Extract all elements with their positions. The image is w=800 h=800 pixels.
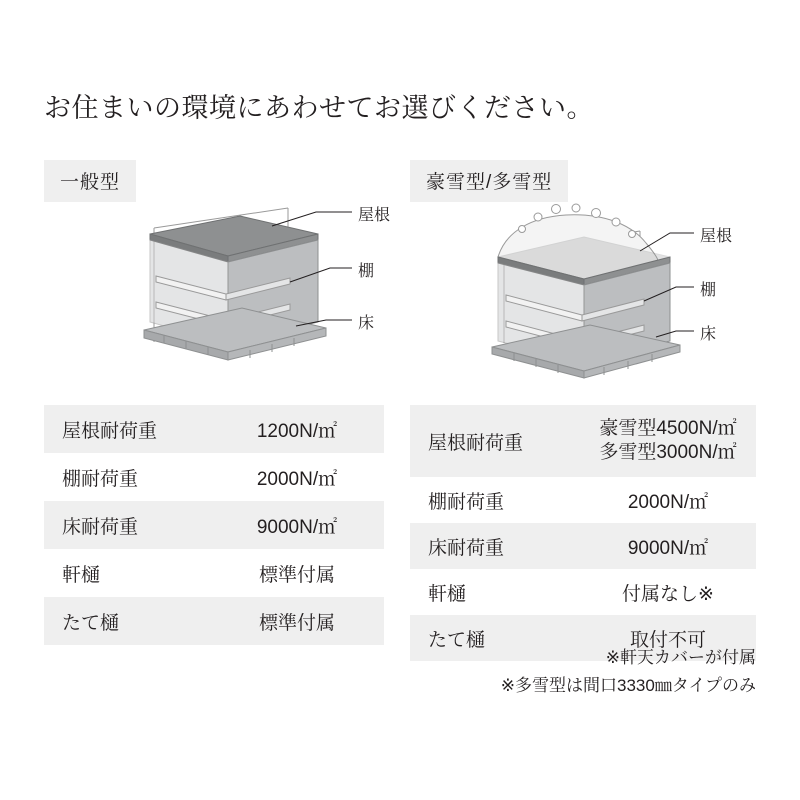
spec-value: 付属なし※	[580, 569, 756, 615]
table-row	[44, 453, 384, 501]
table-row	[44, 501, 384, 549]
spec-value-line2: 多雪型3000N/㎡	[599, 442, 737, 463]
carport-standard-illustration	[120, 190, 400, 380]
spec-label: たて樋	[44, 597, 210, 645]
callout-roof-snow: 屋根	[700, 228, 733, 245]
spec-value: 9000N/㎡	[210, 501, 384, 549]
table-row	[44, 405, 384, 453]
spec-label: 屋根耐荷重	[410, 405, 580, 477]
callout-shelf-snow: 棚	[700, 282, 717, 299]
spec-value: 9000N/㎡	[580, 523, 756, 569]
spec-value: 2000N/㎡	[580, 477, 756, 523]
spec-value: 標準付属	[210, 597, 384, 645]
callout-floor-snow: 床	[700, 326, 717, 343]
page-title: お住まいの環境にあわせてお選びください。	[44, 93, 594, 123]
table-row	[410, 477, 756, 523]
carport-snow-illustration	[480, 195, 770, 380]
spec-label: 軒樋	[410, 569, 580, 615]
spec-table-snow	[410, 405, 756, 661]
spec-value: 1200N/㎡	[210, 405, 384, 453]
footnote-1: ※軒天カバーが付属	[605, 648, 756, 667]
table-row	[410, 569, 756, 615]
spec-value: 2000N/㎡	[210, 453, 384, 501]
callout-floor-standard: 床	[358, 315, 375, 332]
spec-label: 棚耐荷重	[44, 453, 210, 501]
spec-value	[580, 405, 756, 477]
spec-value: 標準付属	[210, 549, 384, 597]
spec-label: 軒樋	[44, 549, 210, 597]
column-tag-standard: 一般型	[44, 160, 136, 202]
callout-shelf-standard: 棚	[358, 263, 375, 280]
table-row	[44, 597, 384, 645]
table-row	[44, 549, 384, 597]
spec-label: 床耐荷重	[44, 501, 210, 549]
callout-roof-standard: 屋根	[358, 207, 391, 224]
spec-label: 床耐荷重	[410, 523, 580, 569]
spec-label: 屋根耐荷重	[44, 405, 210, 453]
column-tag-snow: 豪雪型/多雪型	[410, 160, 568, 202]
spec-label: 棚耐荷重	[410, 477, 580, 523]
spec-value: 取付不可	[580, 615, 756, 661]
footnotes	[410, 644, 756, 700]
spec-value-line1: 豪雪型4500N/㎡	[599, 418, 737, 440]
footnote-2: ※多雪型は間口3330㎜タイプのみ	[500, 676, 756, 696]
table-row	[410, 523, 756, 569]
spec-table-standard	[44, 405, 384, 645]
spec-label: たて樋	[410, 615, 580, 661]
table-row	[410, 405, 756, 477]
